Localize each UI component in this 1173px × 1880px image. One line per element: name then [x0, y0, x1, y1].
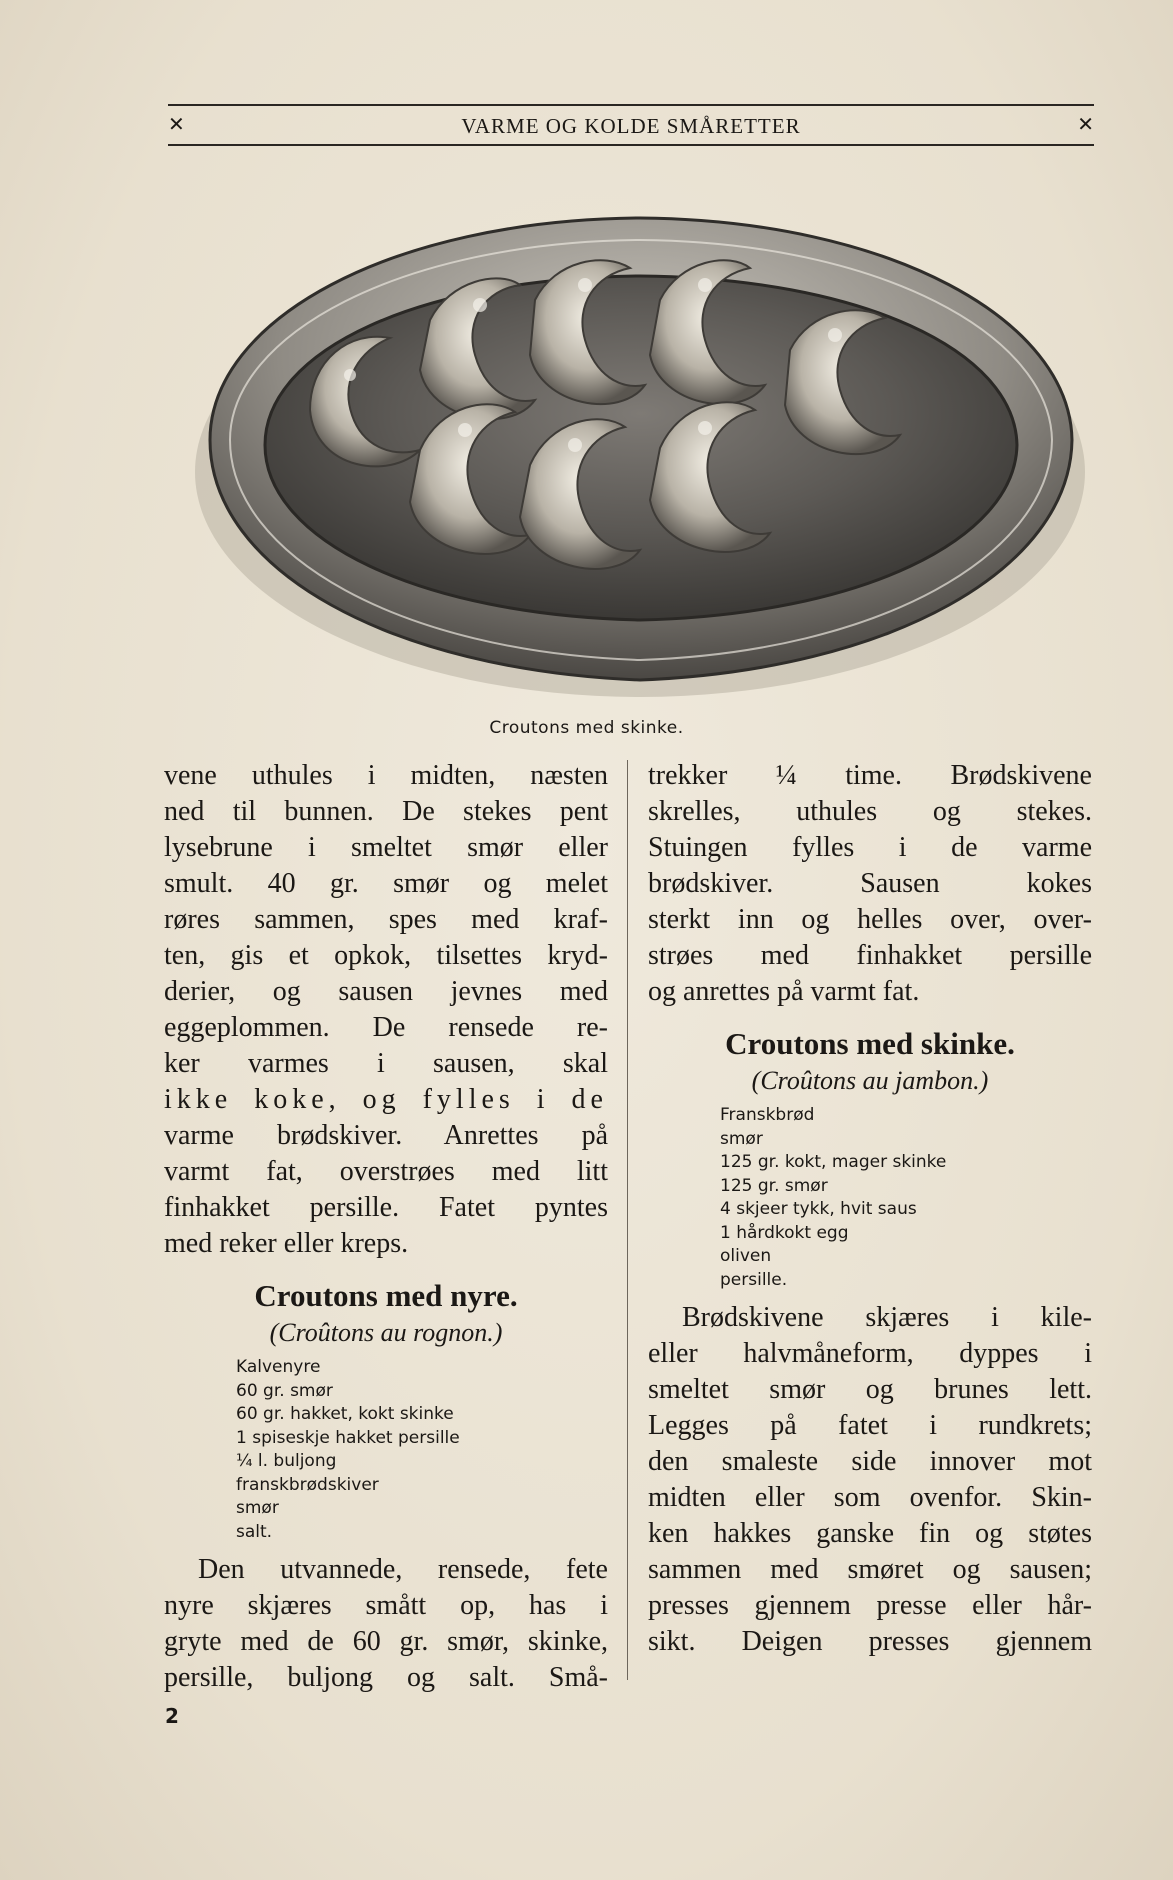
ornament-right-icon: ✕: [1077, 112, 1094, 136]
column-divider: [627, 760, 628, 1680]
text-line: skrelles, uthules og stekes.: [648, 796, 1092, 827]
ingredient-item: Franskbrød: [720, 1105, 815, 1125]
ingredient-item: smør: [236, 1498, 279, 1518]
recipe-title: Croutons med nyre.: [254, 1278, 518, 1313]
running-header: [168, 104, 1094, 146]
ingredient-item: persille.: [720, 1269, 788, 1290]
page-number: 2: [165, 1704, 179, 1728]
text-line: ken hakkes ganske fin og støtes: [648, 1518, 1092, 1549]
text-line: varmt fat, overstrøes med litt: [164, 1156, 608, 1187]
text-line: røres sammen, spes med kraf-: [164, 904, 608, 935]
ingredient-item: 1 spiseskje hakket persille: [236, 1427, 460, 1448]
text-line: sammen med smøret og sausen;: [648, 1554, 1092, 1585]
ingredient-item: 60 gr. hakket, kokt skinke: [236, 1404, 454, 1424]
text-line: midten eller som ovenfor. Skin-: [648, 1482, 1092, 1513]
text-line: varme brødskiver. Anrettes på: [164, 1120, 608, 1151]
text-line: brødskiver. Sausen kokes: [648, 868, 1092, 899]
ingredient-item: smør: [720, 1128, 763, 1149]
text-line: Den utvannede, rensede, fete: [198, 1554, 608, 1585]
recipe-subtitle: (Croûtons au jambon.): [751, 1066, 989, 1095]
text-line: ten, gis et opkok, tilsettes kryd-: [164, 940, 608, 971]
text-line: sikt. Deigen presses gjennem: [648, 1626, 1092, 1657]
text-line: og anrettes på varmt fat.: [648, 976, 920, 1007]
ornament-left-icon: ✕: [168, 112, 185, 136]
ingredient-list: [164, 1356, 608, 1544]
ingredient-item: 125 gr. smør: [720, 1175, 828, 1196]
text-line: derier, og sausen jevnes med: [164, 976, 608, 1007]
ingredient-item: salt.: [236, 1521, 273, 1542]
text-line: gryte med de 60 gr. smør, skinke,: [164, 1626, 608, 1657]
text-line: den smaleste side innover mot: [648, 1446, 1092, 1477]
right-column: [648, 758, 1092, 1660]
ingredient-item: 60 gr. smør: [236, 1380, 333, 1401]
ingredient-list: [648, 1104, 1092, 1292]
ingredient-item: Kalvenyre: [236, 1357, 321, 1377]
text-line: persille, buljong og salt. Små-: [164, 1662, 608, 1693]
text-line: eggeplommen. De rensede re-: [164, 1012, 608, 1043]
header-rule-top: [168, 104, 1094, 106]
left-column: [164, 758, 608, 1696]
ingredient-item: 125 gr. kokt, mager skinke: [720, 1152, 947, 1172]
text-line: trekker ¼ time. Brødskivene: [648, 760, 1092, 791]
recipe-subtitle: (Croûtons au rognon.): [269, 1318, 503, 1347]
text-line: Brødskivene skjæres i kile-: [682, 1302, 1092, 1333]
text-line: Legges på fatet i rundkrets;: [648, 1410, 1092, 1441]
ingredient-item: oliven: [720, 1246, 772, 1266]
ingredient-item: 4 skjeer tykk, hvit saus: [720, 1199, 917, 1219]
text-line: ned til bunnen. De stekes pent: [164, 796, 608, 827]
text-line: strøes med finhakket persille: [648, 940, 1092, 971]
text-line-emphasis: ikke koke, og fylles i de: [164, 1084, 608, 1115]
text-line: presses gjennem presse eller hår-: [648, 1590, 1092, 1621]
text-line: finhakket persille. Fatet pyntes: [164, 1192, 608, 1223]
text-line: smeltet smør og brunes lett.: [648, 1374, 1092, 1405]
recipe-title: Croutons med skinke.: [725, 1026, 1015, 1061]
text-line: smult. 40 gr. smør og melet: [164, 868, 608, 899]
text-line: vene uthules i midten, næsten: [164, 760, 608, 791]
platter-photo: [190, 190, 1090, 710]
header-title: VARME OG KOLDE SMÅRETTER: [461, 114, 801, 138]
header-rule-bottom: [168, 144, 1094, 146]
text-line: sterkt inn og helles over, over-: [648, 904, 1092, 935]
ingredient-item: 1 hårdkokt egg: [720, 1222, 849, 1243]
text-line: Stuingen fylles i de varme: [648, 832, 1092, 863]
text-line: ker varmes i sausen, skal: [164, 1048, 608, 1079]
ingredient-item: ¼ l. buljong: [236, 1451, 337, 1471]
text-line: med reker eller kreps.: [164, 1228, 409, 1259]
ingredient-item: franskbrødskiver: [236, 1474, 379, 1495]
text-line: nyre skjæres smått op, has i: [164, 1590, 608, 1621]
text-line: lysebrune i smeltet smør eller: [164, 832, 608, 863]
text-line: eller halvmåneform, dyppes i: [648, 1338, 1092, 1369]
photo-caption: Croutons med skinke.: [489, 718, 684, 738]
